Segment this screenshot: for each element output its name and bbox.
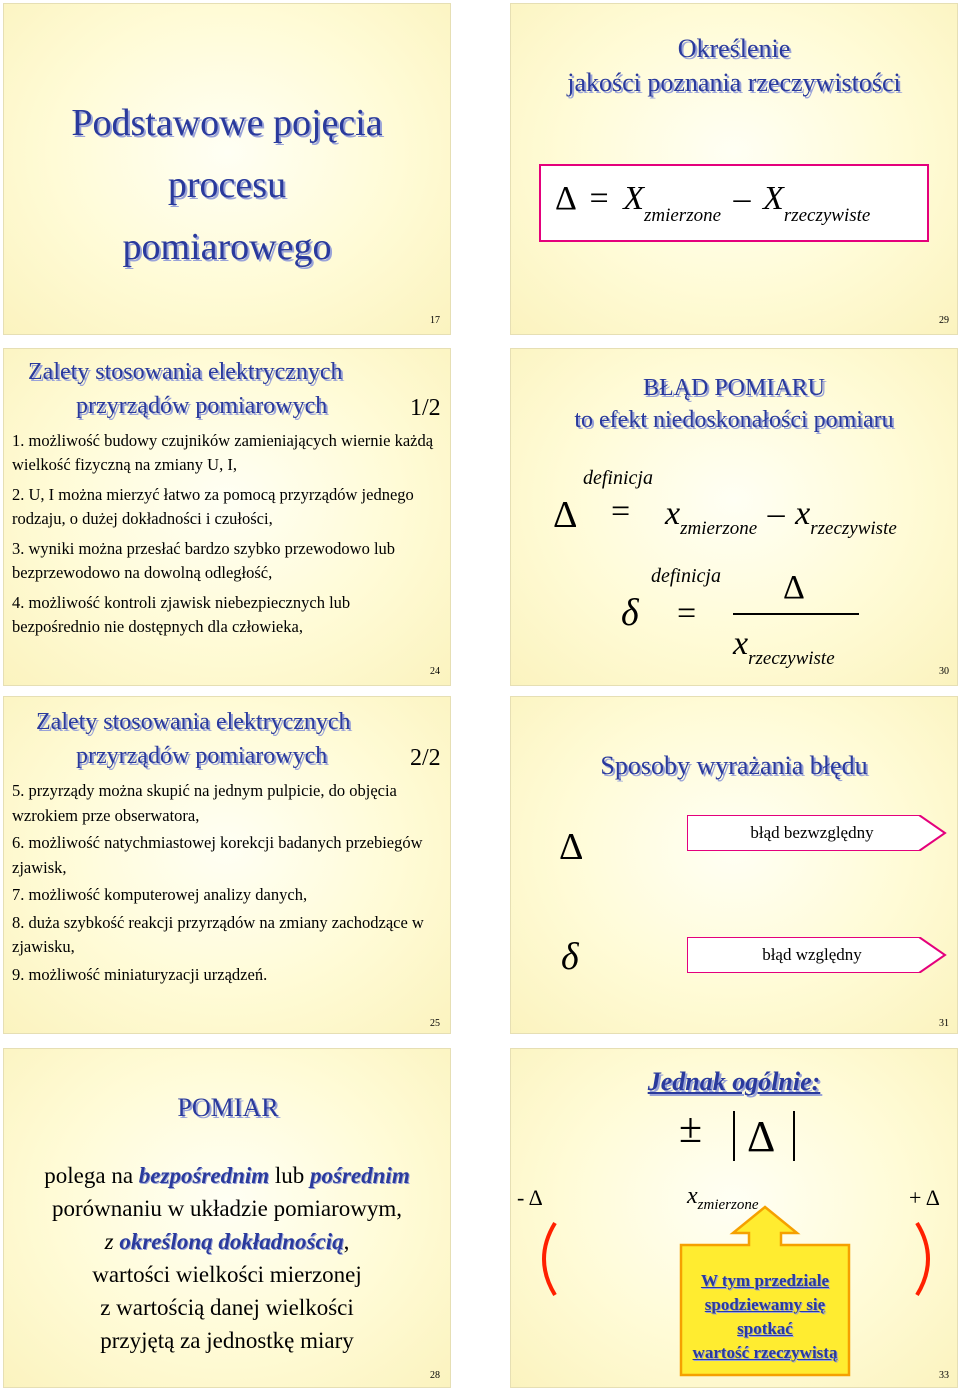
text-span: polega na — [44, 1163, 139, 1188]
list-item: 3. wyniki można przesłać bardzo szybko przewodowo lub bezprzewodowo na dowolną odległość, — [12, 539, 396, 582]
x-symbol: x — [665, 495, 681, 532]
plus-delta-label: + Δ — [909, 1185, 940, 1210]
list-item: 8. duża szybkość reakcji przyrządów na zmiany zachodzące w zjawisku, — [12, 912, 424, 956]
title-line-2: przyrządów pomiarowych — [76, 743, 328, 769]
relative-error-denominator — [733, 625, 835, 670]
definition-line — [4, 1225, 450, 1258]
equals-sign: = — [589, 180, 609, 217]
equals-sign: = — [677, 595, 697, 632]
x-symbol: X — [763, 180, 784, 217]
subscript-measured: zmierzone — [680, 518, 758, 539]
text-span: , — [343, 1229, 350, 1254]
slide-33 — [510, 1048, 958, 1388]
slide-number: 28 — [430, 1370, 440, 1381]
minus-sign: – — [767, 495, 785, 532]
emphasis-indirect: pośrednim — [310, 1163, 410, 1188]
title-line: Podstawowe pojęcia — [71, 102, 383, 144]
emphasis-accuracy: określoną dokładnością — [119, 1229, 344, 1254]
delta-symbol: Δ — [559, 826, 584, 868]
slide-number: 25 — [430, 1018, 440, 1029]
title-line: pomiarowego — [122, 226, 332, 268]
delta-symbol: Δ — [747, 1112, 776, 1161]
list-item: 5. przyrządy można skupić na jednym pulpicie, do objęcia wzrokiem prze obserwatora, — [12, 781, 397, 825]
definition-line: przyjętą za jednostkę miary — [100, 1328, 354, 1353]
callout-line: wartość rzeczywistą — [692, 1343, 838, 1362]
callout-line: spodziewamy się spotkać — [704, 1295, 826, 1338]
subscript-real: rzeczywiste — [810, 518, 897, 539]
slide-28 — [3, 1048, 451, 1388]
definition-line: wartości wielkości mierzonej — [92, 1262, 362, 1287]
x-symbol: x — [795, 495, 811, 532]
definition-label: definicja — [651, 565, 721, 587]
title-line-2: przyrządów pomiarowych — [76, 393, 328, 419]
subscript-measured: zmierzone — [697, 1197, 759, 1213]
small-delta-symbol: δ — [561, 936, 579, 978]
page-fraction: 1/2 — [410, 395, 441, 421]
page-fraction: 2/2 — [410, 745, 441, 771]
minus-sign: – — [733, 180, 751, 217]
definition-label: definicja — [583, 467, 653, 489]
interval-bracket-right — [913, 1219, 943, 1299]
list-item: 6. możliwość natychmiastowej korekcji badanych przebiegów zjawisk, — [12, 833, 423, 877]
slide-number: 30 — [939, 666, 949, 677]
slide-24 — [3, 348, 451, 686]
list-item: 1. możliwość budowy czujników zamieniających wiernie każdą wielkość fizyczną na zmiany U, I, — [12, 431, 434, 474]
definition-line: porównaniu w układzie pomiarowym, — [51, 1196, 403, 1221]
absolute-error-label: błąd bezwzględny — [750, 823, 874, 842]
definition-line — [4, 1159, 450, 1192]
slide-31 — [510, 696, 958, 1034]
minus-delta-label: - Δ — [517, 1185, 543, 1210]
text-span: lub — [269, 1163, 311, 1188]
absolute-error-formula — [665, 495, 897, 540]
slide-number: 17 — [430, 315, 440, 326]
equals-sign: = — [611, 493, 631, 530]
advantages-list — [12, 429, 442, 645]
x-symbol: x — [733, 625, 749, 662]
list-item: 9. możliwość miniaturyzacji urządzeń. — [12, 964, 268, 984]
x-symbol: x — [687, 1183, 698, 1209]
list-item: 2. U, I można mierzyć łatwo za pomocą przyrządów jednego rodzaju, o dużej dokładności i czułości, — [12, 485, 414, 528]
slide-number: 24 — [430, 666, 440, 677]
slide-number: 31 — [939, 1018, 949, 1029]
emphasis-direct: bezpośrednim — [138, 1163, 270, 1188]
plus-minus-symbol: ± — [679, 1106, 703, 1152]
title-line: procesu — [167, 164, 287, 206]
relative-error-label: błąd względny — [762, 945, 862, 964]
title-line-1: BŁĄD POMIARU — [642, 375, 825, 401]
subscript-real: rzeczywiste — [783, 205, 871, 226]
slide-number: 33 — [939, 1370, 949, 1381]
title-line-2: jakości poznania rzeczywistości — [567, 68, 901, 97]
slide-title — [4, 90, 450, 280]
interval-bracket-left — [529, 1219, 559, 1299]
subscript-real: rzeczywiste — [748, 648, 835, 669]
abs-bar-left — [733, 1111, 735, 1161]
delta-symbol: Δ — [783, 569, 805, 606]
title-line-1: Określenie — [677, 34, 791, 63]
error-formula — [555, 180, 870, 227]
small-delta-symbol: δ — [621, 592, 639, 634]
subscript-measured: zmierzone — [643, 205, 722, 226]
callout-line: W tym przedziale — [700, 1271, 830, 1290]
fraction-bar — [733, 613, 859, 615]
delta-symbol: Δ — [553, 494, 578, 536]
advantages-list — [12, 779, 442, 990]
slide-25 — [3, 696, 451, 1034]
delta-symbol: Δ — [555, 180, 575, 217]
text-span: z — [104, 1229, 120, 1254]
abs-bar-right — [793, 1111, 795, 1161]
slide-title: POMIAR — [177, 1093, 279, 1122]
title-line-1: Zalety stosowania elektrycznych — [36, 709, 351, 735]
title-line-2: to efekt niedoskonałości pomiaru — [574, 407, 894, 433]
slide-title: Sposoby wyrażania błędu — [600, 751, 868, 780]
slide-29 — [510, 3, 958, 335]
slide-17 — [3, 3, 451, 335]
slide-title: Jednak ogólnie: — [647, 1067, 821, 1096]
title-line-1: Zalety stosowania elektrycznych — [28, 359, 343, 385]
slide-number: 29 — [939, 315, 949, 326]
list-item: 4. możliwość kontroli zjawisk niebezpiecznych lub bezpośrednio nie dostępnych dla człowieka, — [12, 593, 351, 636]
slide-30 — [510, 348, 958, 686]
definition-text — [4, 1159, 450, 1357]
definition-line: z wartością danej wielkości — [100, 1295, 354, 1320]
callout-text — [681, 1269, 849, 1365]
x-symbol: X — [623, 180, 644, 217]
list-item: 7. możliwość komputerowej analizy danych, — [12, 885, 308, 904]
formula-box — [539, 164, 929, 242]
